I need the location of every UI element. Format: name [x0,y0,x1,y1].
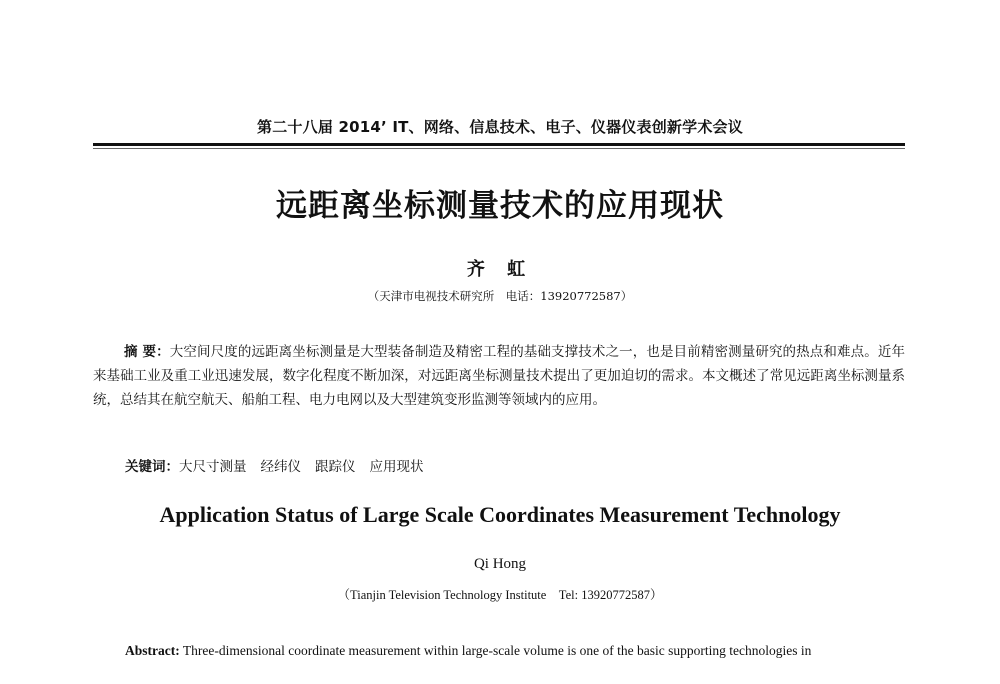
header-rule-thin [93,148,905,149]
author-zh: 齐 虹 [466,259,534,280]
abstract-zh [93,340,905,412]
keywords-zh-label: 关键词： [125,459,179,475]
title-zh: 远距离坐标测量技术的应用现状 [276,188,724,224]
abstract-en [125,643,905,659]
keywords-zh [125,455,438,475]
keyword: 应用现状 [369,459,424,475]
keyword: 经纬仪 [260,459,301,475]
affiliation-en: （Tianjin Television Technology Institute Tel: 13920772587） [337,588,663,602]
title-en: Application Status of Large Scale Coordinates Measurement Technology [159,502,841,527]
header-rule [93,143,905,146]
conference-header: 第二十八届 2014’ IT、网络、信息技术、电子、仪器仪表创新学术会议 [257,118,743,136]
abstract-en-label: Abstract: [125,643,180,658]
affiliation-zh: （天津市电视技术研究所 电话：13920772587） [367,289,633,303]
abstract-en-text: Three-dimensional coordinate measurement within large-scale volume is one of the basic supporting technologies in [182,643,812,658]
abstract-zh-text: 大空间尺度的远距离坐标测量是大型装备制造及精密工程的基础支撑技术之一，也是目前精密测量研究的热点和难点。近年来基础工业及重工业迅速发展，数字化程度不断加深，对远距离坐标测量技术提出了更加迫切的需求。本文概述了常见远距离坐标测量系统，总结其在航空航天、船舶工程、电力电网以及大型建筑变形监测等领域内的应用。 [93,344,906,408]
keyword: 跟踪仪 [315,459,356,475]
keyword: 大尺寸测量 [179,459,247,475]
author-en: Qi Hong [473,556,527,572]
abstract-zh-label: 摘 要： [124,344,170,360]
